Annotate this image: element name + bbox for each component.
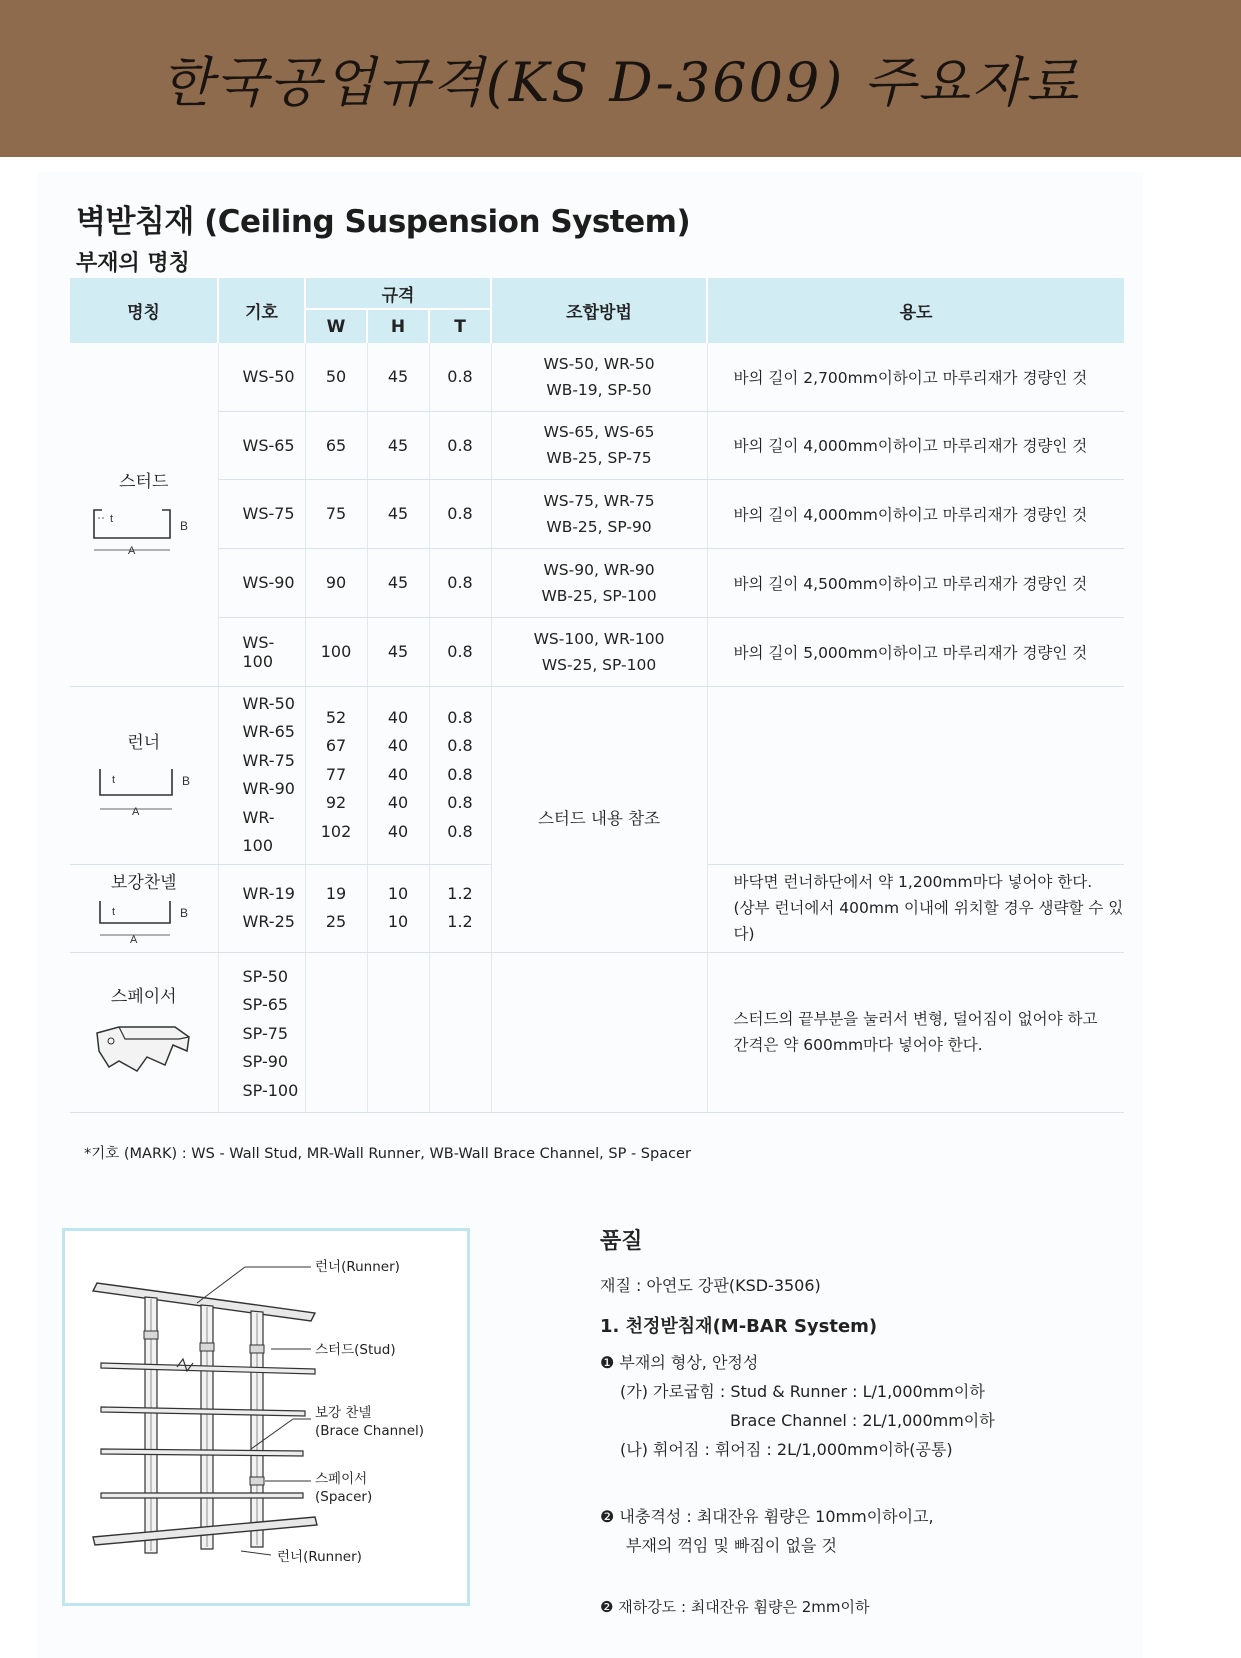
header-symbol: 기호 bbox=[218, 278, 305, 343]
combo-line: WS-65, WS-65 bbox=[543, 423, 655, 441]
channel-name-cell bbox=[70, 864, 218, 952]
spacer-callout-label: 스페이서 bbox=[315, 1471, 368, 1487]
channel-a-label: A bbox=[129, 933, 138, 945]
t-cell bbox=[429, 952, 491, 1112]
spacer-callout-sublabel: (Spacer) bbox=[315, 1489, 373, 1505]
channel-w: 19 bbox=[325, 883, 347, 903]
runner-t-label: t bbox=[111, 773, 115, 786]
header-h: H bbox=[367, 309, 429, 343]
runner-symbol: WR-50 bbox=[242, 693, 295, 713]
runner-t: 0.8 bbox=[447, 821, 473, 841]
runner-symbol: WR-100 bbox=[242, 807, 275, 855]
usage-cell: 바의 길이 2,700mm이하이고 마루리재가 경량인 것 bbox=[707, 343, 1124, 411]
quality-section bbox=[600, 1224, 1160, 1623]
runner-t: 0.8 bbox=[447, 764, 473, 784]
channel-symbol: WR-19 bbox=[242, 883, 295, 903]
usage-cell: 바의 길이 4,000mm이하이고 마루리재가 경량인 것 bbox=[707, 479, 1124, 548]
table-row bbox=[70, 479, 1124, 548]
stud-profile-icon bbox=[84, 502, 204, 558]
runner-h: 40 bbox=[387, 736, 409, 756]
h-cell bbox=[367, 864, 429, 952]
usage-cell bbox=[707, 686, 1124, 864]
usage-line: 간격은 약 600mm마다 넣어야 한다. bbox=[733, 1036, 983, 1054]
runner-bottom-label: 런너(Runner) bbox=[277, 1549, 362, 1565]
usage-cell bbox=[707, 952, 1124, 1112]
material-line: 재질 : 아연도 강판(KSD-3506) bbox=[600, 1276, 821, 1295]
combo-line: WB-25, SP-90 bbox=[546, 517, 652, 536]
symbol-cell bbox=[218, 686, 305, 864]
runner-symbol: WR-75 bbox=[242, 750, 295, 770]
stud-t-label: t bbox=[109, 512, 113, 525]
channel-callout-sublabel: (Brace Channel) bbox=[315, 1423, 425, 1439]
spacer-symbol: SP-100 bbox=[242, 1080, 299, 1100]
w-cell bbox=[305, 686, 367, 864]
header-t: T bbox=[429, 309, 491, 343]
table-row bbox=[70, 952, 1124, 1112]
lower-combo-cell: 스터드 내용 참조 bbox=[491, 686, 707, 952]
header-combo: 조합방법 bbox=[491, 278, 707, 343]
h-cell: 45 bbox=[367, 411, 429, 479]
w-cell: 100 bbox=[305, 617, 367, 686]
usage-line: 스터드의 끝부분을 눌러서 변형, 덜어짐이 없어야 하고 bbox=[733, 1010, 1098, 1028]
symbol-cell bbox=[218, 952, 305, 1112]
runner-w: 92 bbox=[325, 793, 347, 813]
channel-symbol: WR-25 bbox=[242, 912, 295, 931]
h-cell bbox=[367, 952, 429, 1112]
w-cell: 90 bbox=[305, 548, 367, 617]
runner-label: 런너 bbox=[127, 732, 161, 753]
combo-cell bbox=[491, 617, 707, 686]
quality-subsection-title: 1. 천정받침재(M-BAR System) bbox=[600, 1316, 878, 1337]
channel-w: 25 bbox=[325, 912, 347, 931]
channel-callout-label: 보강 찬넬 bbox=[315, 1405, 372, 1421]
runner-h: 40 bbox=[387, 707, 409, 727]
stud-b-label: B bbox=[179, 518, 188, 533]
combo-line: WB-25, SP-100 bbox=[541, 586, 657, 605]
usage-line: 바닥면 런너하단에서 약 1,200mm마다 넣어야 한다. bbox=[733, 873, 1093, 891]
page-title: 벽받침재 (Ceiling Suspension System) bbox=[76, 204, 691, 240]
header-name: 명칭 bbox=[70, 278, 218, 343]
usage-cell: 바의 길이 4,000mm이하이고 마루리재가 경량인 것 bbox=[707, 411, 1124, 479]
combo-cell bbox=[491, 343, 707, 411]
usage-cell: 바의 길이 4,500mm이하이고 마루리재가 경량인 것 bbox=[707, 548, 1124, 617]
footnote: *기호 (MARK) : WS - Wall Stud, MR-Wall Runner, WB-Wall Brace Channel, SP - Spacer bbox=[84, 1146, 691, 1162]
quality-item: (가) 가로굽힘 : Stud & Runner : L/1,000mm이하 bbox=[620, 1382, 985, 1401]
quality-item: Brace Channel : 2L/1,000mm이하 bbox=[730, 1411, 995, 1430]
combo-line: WS-50, WR-50 bbox=[543, 354, 655, 373]
quality-item: ❷ 내충격성 : 최대잔유 휨량은 10mm이하이고, bbox=[600, 1507, 934, 1526]
combo-cell bbox=[491, 411, 707, 479]
t-cell: 0.8 bbox=[429, 411, 491, 479]
combo-line: WS-25, SP-100 bbox=[541, 655, 657, 674]
w-cell: 50 bbox=[305, 343, 367, 411]
runner-w: 67 bbox=[325, 736, 347, 756]
channel-t-label: t bbox=[111, 905, 115, 918]
stud-a-label: A bbox=[127, 544, 136, 557]
t-cell: 0.8 bbox=[429, 548, 491, 617]
h-cell: 45 bbox=[367, 617, 429, 686]
h-cell bbox=[367, 686, 429, 864]
section-subtitle: 부재의 명칭 bbox=[76, 251, 190, 276]
runner-t: 0.8 bbox=[447, 707, 473, 727]
quality-item: (나) 휘어짐 : 휘어짐 : 2L/1,000mm이하(공통) bbox=[620, 1440, 953, 1459]
quality-heading: 품질 bbox=[600, 1229, 643, 1254]
w-cell: 75 bbox=[305, 479, 367, 548]
channel-t: 1.2 bbox=[447, 883, 473, 903]
table-row bbox=[70, 411, 1124, 479]
h-cell: 45 bbox=[367, 343, 429, 411]
stud-name-cell bbox=[70, 343, 218, 686]
runner-symbol: WR-90 bbox=[242, 779, 295, 798]
channel-h: 10 bbox=[387, 883, 409, 903]
t-cell: 0.8 bbox=[429, 479, 491, 548]
w-cell: 65 bbox=[305, 411, 367, 479]
channel-label: 보강찬넬 bbox=[110, 872, 177, 893]
runner-b-label: B bbox=[181, 773, 190, 788]
usage-line: (상부 런너에서 400mm 이내에 위치할 경우 생략할 수 있다) bbox=[733, 899, 1124, 943]
combo-cell bbox=[491, 952, 707, 1112]
symbol-cell: WS-75 bbox=[218, 479, 305, 548]
h-cell: 45 bbox=[367, 548, 429, 617]
table-row bbox=[70, 686, 1124, 864]
header-w: W bbox=[305, 309, 367, 343]
runner-w: 52 bbox=[325, 707, 347, 727]
usage-cell: 바의 길이 5,000mm이하이고 마루리재가 경량인 것 bbox=[707, 617, 1124, 686]
combo-line: WS-100, WR-100 bbox=[533, 629, 665, 648]
channel-profile-icon bbox=[84, 897, 204, 945]
header-spec: 규격 bbox=[305, 278, 491, 309]
runner-h: 40 bbox=[387, 764, 409, 784]
runner-profile-icon bbox=[84, 763, 204, 819]
runner-symbol: WR-65 bbox=[242, 722, 295, 741]
symbol-cell bbox=[218, 864, 305, 952]
header-usage: 용도 bbox=[707, 278, 1124, 343]
assembly-diagram bbox=[62, 1228, 470, 1606]
symbol-cell: WS-100 bbox=[218, 617, 305, 686]
spacer-symbol: SP-90 bbox=[242, 1052, 289, 1071]
symbol-cell: WS-90 bbox=[218, 548, 305, 617]
combo-line: WS-75, WR-75 bbox=[543, 491, 655, 510]
runner-t: 0.8 bbox=[447, 736, 473, 756]
combo-line: WS-90, WR-90 bbox=[543, 560, 655, 579]
t-cell: 0.8 bbox=[429, 617, 491, 686]
runner-top-label: 런너(Runner) bbox=[315, 1259, 400, 1275]
quality-item: ❷ 재하강도 : 최대잔유 휨량은 2mm이하 bbox=[600, 1598, 870, 1616]
t-cell bbox=[429, 864, 491, 952]
quality-item: ❶ 부재의 형상, 안정성 bbox=[600, 1353, 759, 1372]
spacer-shape-icon bbox=[89, 1021, 199, 1079]
spacer-symbol: SP-50 bbox=[242, 966, 289, 986]
symbol-cell: WS-50 bbox=[218, 343, 305, 411]
w-cell bbox=[305, 864, 367, 952]
runner-name-cell bbox=[70, 686, 218, 864]
title-banner bbox=[0, 0, 1241, 157]
channel-b-label: B bbox=[179, 905, 188, 920]
h-cell: 45 bbox=[367, 479, 429, 548]
t-cell: 0.8 bbox=[429, 343, 491, 411]
spacer-name-cell bbox=[70, 952, 218, 1112]
runner-w: 102 bbox=[320, 821, 352, 841]
usage-cell bbox=[707, 864, 1124, 952]
spec-table bbox=[70, 278, 1124, 1113]
runner-w: 77 bbox=[325, 764, 347, 784]
spacer-symbol: SP-65 bbox=[242, 995, 289, 1014]
symbol-cell: WS-65 bbox=[218, 411, 305, 479]
channel-t: 1.2 bbox=[447, 912, 473, 931]
table-row bbox=[70, 617, 1124, 686]
spacer-label: 스페이서 bbox=[110, 986, 177, 1007]
w-cell bbox=[305, 952, 367, 1112]
t-cell bbox=[429, 686, 491, 864]
runner-a-label: A bbox=[131, 805, 140, 818]
wall-frame-illustration bbox=[65, 1231, 467, 1603]
stud-label: 스터드 bbox=[119, 471, 169, 492]
combo-line: WB-25, SP-75 bbox=[546, 449, 652, 467]
spacer-symbol: SP-75 bbox=[242, 1023, 289, 1043]
channel-h: 10 bbox=[387, 912, 409, 931]
runner-t: 0.8 bbox=[447, 793, 473, 813]
table-row bbox=[70, 343, 1124, 411]
combo-line: WB-19, SP-50 bbox=[546, 380, 652, 399]
stud-callout-label: 스터드(Stud) bbox=[315, 1342, 396, 1358]
runner-h: 40 bbox=[387, 793, 409, 813]
banner-title: 한국공업규격(KS D-3609) 주요자료 bbox=[160, 51, 1081, 114]
combo-cell bbox=[491, 479, 707, 548]
quality-item: 부재의 꺽임 및 빠짐이 없을 것 bbox=[626, 1536, 837, 1555]
runner-h: 40 bbox=[387, 821, 409, 841]
table-row bbox=[70, 548, 1124, 617]
combo-cell bbox=[491, 548, 707, 617]
